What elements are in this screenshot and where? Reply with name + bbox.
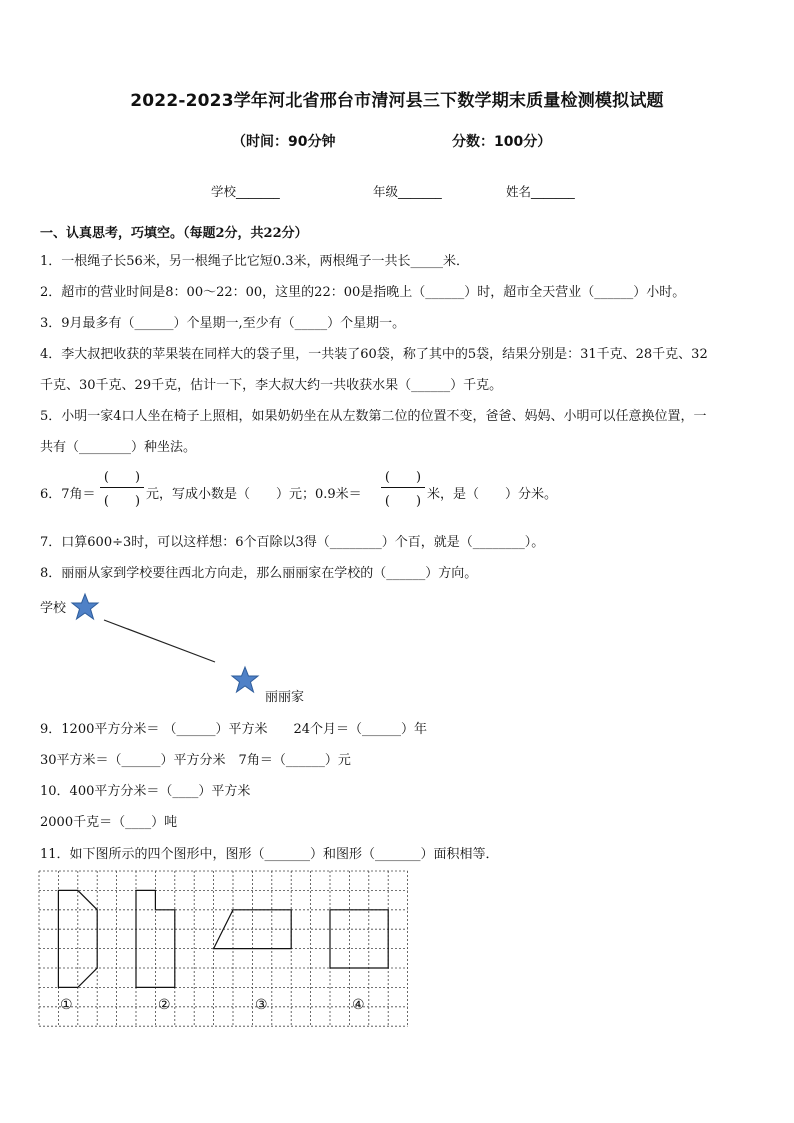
- school-star-shape: [72, 594, 98, 619]
- fraction-2-bar: [381, 487, 425, 488]
- route-line-segment: [104, 620, 215, 662]
- shape-label-1: ①: [60, 997, 73, 1013]
- fraction-1-numerator: ( ): [103, 470, 141, 485]
- question-9-line2: 30平方米＝（______）平方分米 7角＝（______）元: [40, 753, 351, 768]
- question-6-prefix: 6．7角＝: [40, 487, 96, 502]
- shape-label-3: ③: [255, 997, 268, 1013]
- question-6-suffix: 米，是（ ）分米。: [427, 487, 558, 502]
- fraction-2-numerator: ( ): [384, 470, 422, 485]
- school-label: 学校: [40, 601, 67, 616]
- question-11: 11．如下图所示的四个图形中，图形（_______）和图形（_______）面积相等．: [40, 847, 499, 862]
- grade-field: 年级_______: [373, 184, 442, 199]
- question-1: 1．一根绳子长56米，另一根绳子比它短0.3米，两根绳子一共长_____米．: [40, 254, 469, 269]
- question-5-line1: 5．小明一家4口人坐在椅子上照相，如果奶奶坐在从左数第二位的位置不变，爸爸、妈妈、小明可以任意换位置，一: [40, 409, 707, 424]
- fraction-1-denominator: ( ): [103, 494, 141, 509]
- question-4-line1: 4．李大叔把收获的苹果装在同样大的袋子里，一共装了60袋，称了其中的5袋，结果分别是：31千克、28千克、32: [40, 347, 708, 362]
- question-2: 2．超市的营业时间是8：00～22：00，这里的22：00是指晚上（______）时，超市全天营业（______）小时。: [40, 285, 686, 300]
- page-title: 2022-2023学年河北省邢台市清河县三下数学期末质量检测模拟试题: [130, 91, 664, 111]
- question-6-middle: 元，写成小数是（ ）元；0.9米＝: [146, 487, 362, 502]
- home-label: 丽丽家: [265, 690, 305, 705]
- question-10-line2: 2000千克＝（____）吨: [40, 815, 178, 830]
- question-4-line2: 千克、30千克、29千克，估计一下，李大叔大约一共收获水果（______）千克。: [40, 378, 503, 393]
- exam-score: 分数：100分）: [452, 134, 552, 150]
- question-5-line2: 共有（________）种坐法。: [40, 440, 197, 455]
- question-8: 8．丽丽从家到学校要往西北方向走，那么丽丽家在学校的（______）方向。: [40, 566, 478, 581]
- home-star-shape: [232, 667, 258, 692]
- shape-label-2: ②: [158, 997, 171, 1013]
- fraction-1-bar: [100, 487, 144, 488]
- fraction-2-denominator: ( ): [384, 494, 422, 509]
- shape-4: [330, 910, 388, 968]
- home-star-icon: [230, 665, 262, 697]
- question-9-line1: 9．1200平方分米＝ （______）平方米 24个月＝（______）年: [40, 722, 428, 737]
- question-3: 3．9月最多有（______）个星期一,至少有（_____）个星期一。: [40, 316, 406, 331]
- school-field: 学校_______: [211, 184, 280, 199]
- fraction-1: [100, 466, 144, 509]
- exam-time: （时间：90分钟: [232, 134, 336, 150]
- name-field: 姓名_______: [506, 184, 575, 199]
- shape-label-4: ④: [352, 997, 365, 1013]
- fraction-2: [381, 466, 425, 509]
- question-7: 7．口算600÷3时，可以这样想：6个百除以3得（________）个百，就是（________）。: [40, 535, 545, 550]
- section-heading: 一、认真思考，巧填空。（每题2分，共22分）: [40, 226, 308, 241]
- route-line: [100, 615, 220, 667]
- question-10-line1: 10．400平方分米＝（____）平方米: [40, 784, 251, 799]
